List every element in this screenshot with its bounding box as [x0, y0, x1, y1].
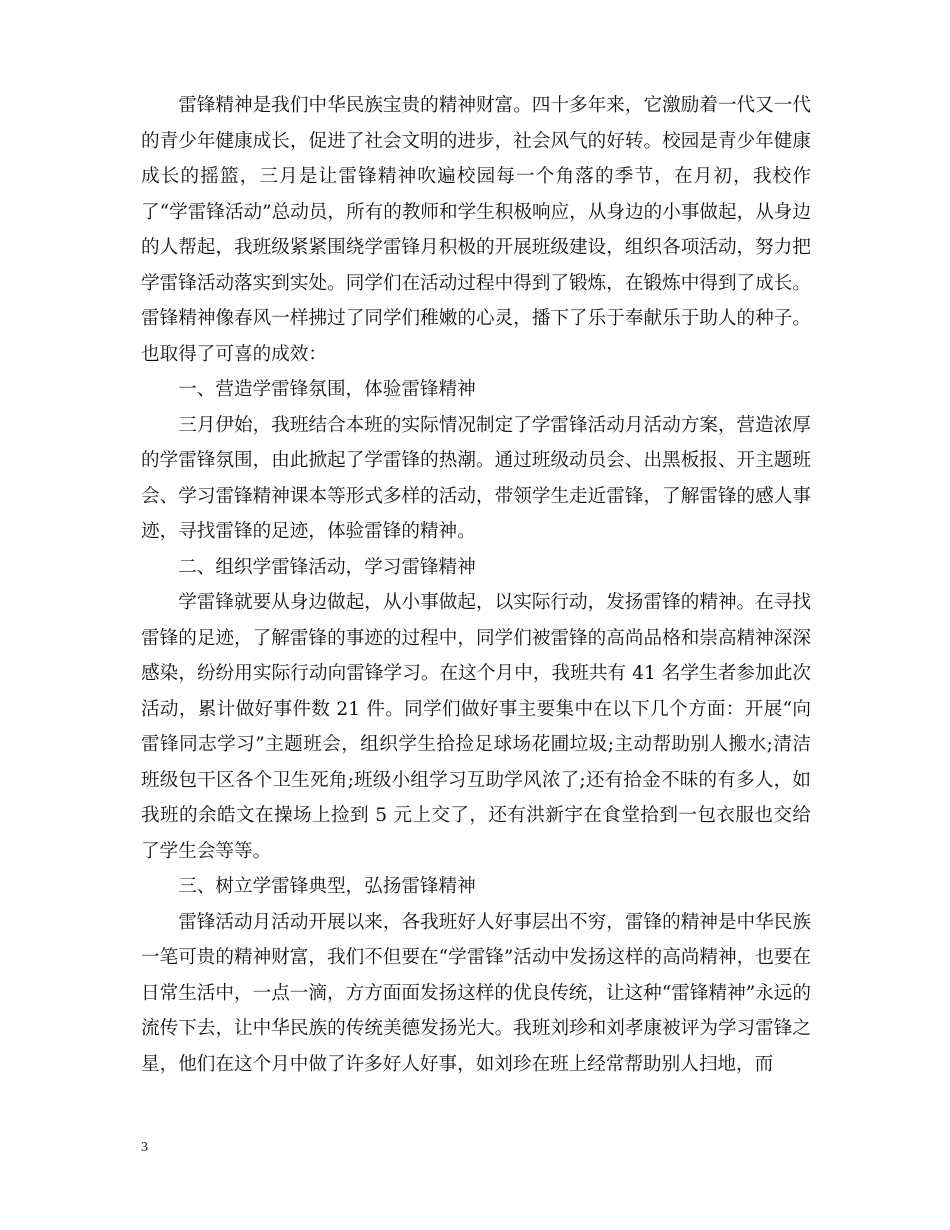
section-heading: 一、营造学雷锋氛围，体验雷锋精神	[178, 379, 476, 400]
body-paragraph: 雷锋精神是我们中华民族宝贵的精神财富。四十多年来，它激励着一代又一代的青少年健康成长，促进了社会文明的进步，社会风气的好转。校园是青少年健康成长的摇篮，三月是让雷锋精神吹遍校园每一个角落的季节，在月初，我校作了“学雷锋活动”总动员，所有的教师和学生积极响应，从身边的小事做起，从身边的人帮起，我班级紧紧围绕学雷锋月积极的开展班级建设，组织各项活动，努力把学雷锋活动落实到实处。同学们在活动过程中得到了锻炼，在锻炼中得到了成长。雷锋精神像春风一样拂过了同学们稚嫩的心灵，播下了乐于奉献乐于助人的种子。也取得了可喜的成效：	[141, 95, 811, 365]
section-heading: 二、组织学雷锋活动，学习雷锋精神	[178, 556, 476, 578]
section-heading: 三、树立学雷锋典型，弘扬雷锋精神	[178, 876, 476, 897]
body-paragraph: 学雷锋就要从身边做起，从小事做起，以实际行动，发扬雷锋的精神。在寻找雷锋的足迹，了解雷锋的事迹的过程中，同学们被雷锋的高尚品格和崇高精神深深感染，纷纷用实际行动向雷锋学习。在这个月中，我班共有 41 名学生者参加此次活动，累计做好事件数 21 件。同学们做好事主要集中在以下几个方面：开展“向雷锋同志学习”主题班会，组织学生拾捡足球场花圃垃圾;主动帮助别人搬水;清洁班级包干区各个卫生死角;班级小组学习互助学风浓了;还有拾金不昧的有多人，如我班的余皓文在操场上捡到 5 元上交了，还有洪新宇在食堂拾到一包衣服也交给了学生会等等。	[141, 592, 811, 862]
body-paragraph: 雷锋活动月活动开展以来，各我班好人好事层出不穷，雷锋的精神是中华民族一笔可贵的精神财富，我们不但要在“学雷锋”活动中发扬这样的高尚精神，也要在日常生活中，一点一滴，方方面面发扬这样的优良传统，让这种“雷锋精神”永远的流传下去，让中华民族的传统美德发扬光大。我班刘珍和刘孝康被评为学习雷锋之星，他们在这个月中做了许多好人好事，如刘珍在班上经常帮助别人扫地，而	[141, 911, 811, 1075]
page-number: 3	[141, 1140, 148, 1155]
body-paragraph: 三月伊始，我班结合本班的实际情况制定了学雷锋活动月活动方案，营造浓厚的学雷锋氛围，由此掀起了学雷锋的热潮。通过班级动员会、出黑板报、开主题班会、学习雷锋精神课本等形式多样的活动，带领学生走近雷锋，了解雷锋的感人事迹，寻找雷锋的足迹，体验雷锋的精神。	[141, 414, 811, 542]
document-body	[141, 88, 811, 1082]
